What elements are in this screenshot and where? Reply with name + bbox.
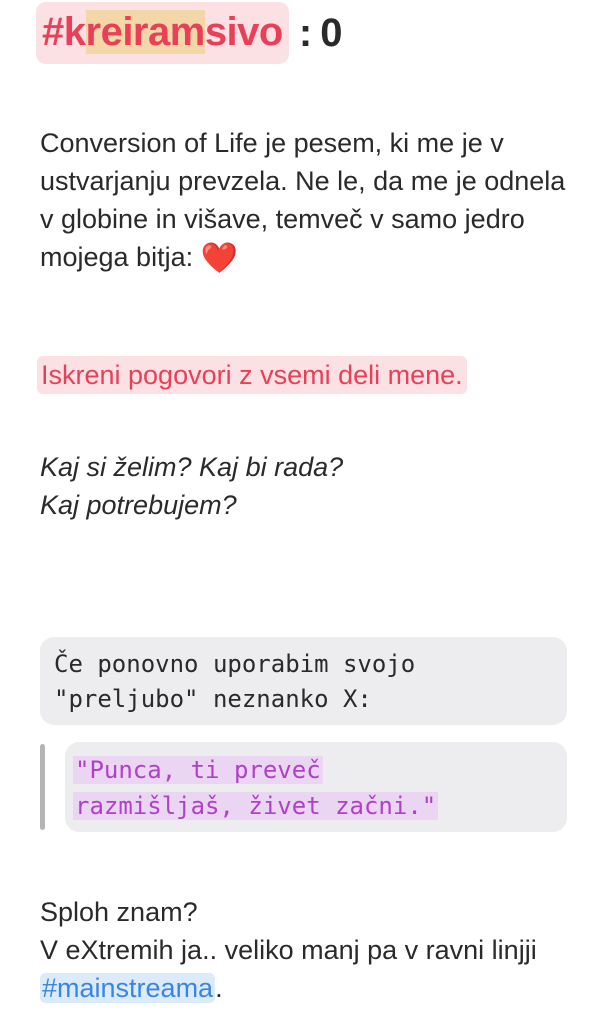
hashtag-suffix: sivo (204, 10, 283, 54)
blockquote-bar (40, 744, 45, 830)
hashtag-prefix: #k (42, 10, 86, 54)
closing-line-1: Sploh znam? (40, 897, 198, 927)
hashtag-kreiramsivo[interactable] (36, 2, 289, 64)
heart-icon: ❤️ (200, 242, 238, 275)
hashtag-highlight: reiram (85, 10, 205, 54)
closing-paragraph (40, 893, 570, 1007)
title-separator: : (298, 10, 313, 55)
code-line-2: "preljubo" neznanko X: (54, 685, 372, 713)
highlighted-line: Iskreni pogovori z vsemi deli mene. (37, 356, 467, 394)
closing-line-2 (40, 931, 570, 1007)
note-title (36, 0, 342, 66)
question-line-1: Kaj si želim? Kaj bi rada? (40, 452, 344, 482)
question-line-2: Kaj potrebujem? (40, 490, 237, 520)
code-block (40, 637, 567, 725)
hashtag-mainstreama[interactable]: #mainstreama (42, 973, 214, 1003)
questions-block (40, 448, 570, 524)
closing-period: . (215, 973, 223, 1003)
quote-line-2: razmišljaš, živet začni." (75, 792, 437, 820)
closing-text: V eXtremih ja.. veliko manj pa v ravni linjji (40, 935, 537, 965)
quoted-code-block (65, 742, 567, 832)
intro-paragraph (40, 124, 570, 276)
code-line-1: Če ponovno uporabim svojo (54, 650, 416, 678)
title-count: 0 (320, 10, 343, 55)
quote-line-1: "Punca, ti preveč (75, 756, 321, 784)
intro-text: Conversion of Life je pesem, ki me je v ustvarjanju prevzela. Ne le, da me je odnela v globine in višave, temveč v samo jedro mojega bitja: (40, 128, 566, 272)
